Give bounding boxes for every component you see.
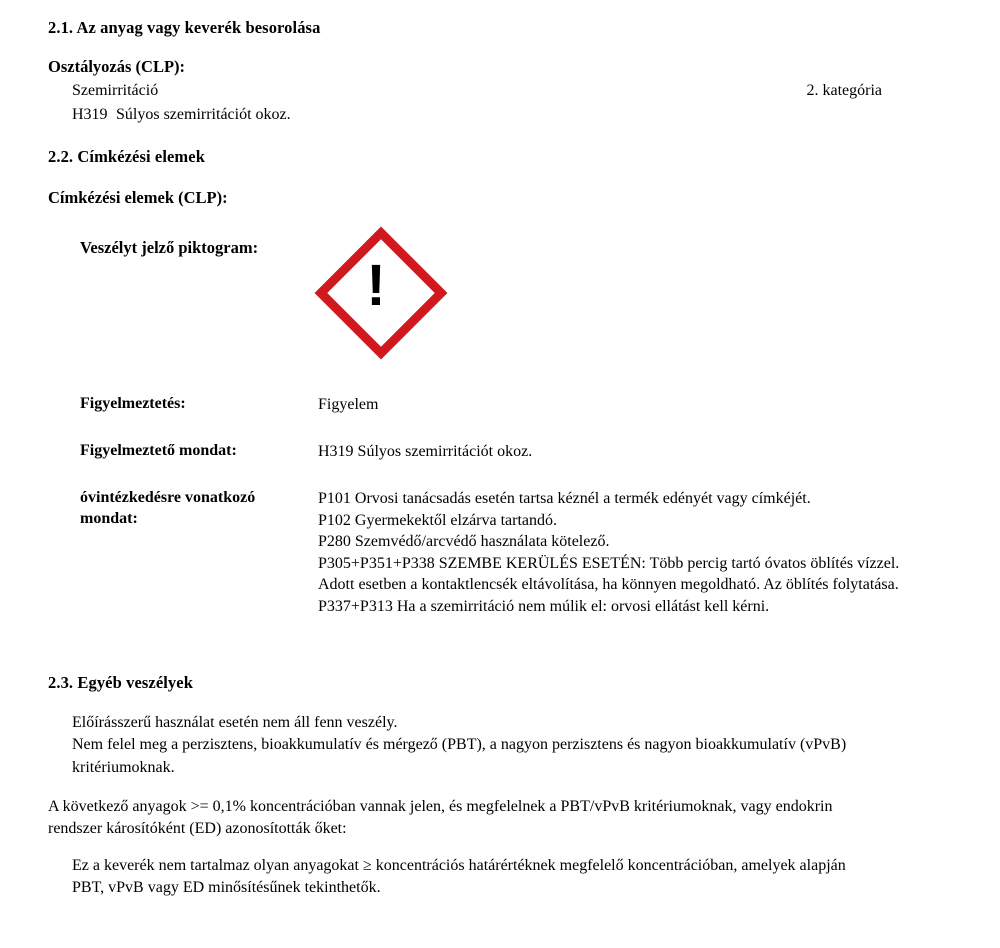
other-hazards-paragraph-2 bbox=[48, 796, 968, 841]
precautionary-statement-item: P337+P313 Ha a szemirritáció nem múlik el: orvosi ellátást kell kérni. bbox=[318, 597, 770, 615]
section-2-2-heading: 2.2. Címkézési elemek bbox=[48, 147, 205, 166]
paragraph-line: PBT, vPvB vagy ED minősítésűnek tekinthetők. bbox=[72, 879, 381, 897]
other-hazards-paragraph-3 bbox=[72, 855, 972, 900]
hazard-class-name: Szemirritáció bbox=[72, 82, 159, 99]
pictogram-exclamation-glyph: ! bbox=[366, 253, 386, 318]
hazard-category: 2. kategória bbox=[806, 82, 882, 99]
precautionary-label-line-2: mondat: bbox=[80, 509, 138, 527]
paragraph-line: Ez a keverék nem tartalmaz olyan anyagokat ≥ koncentrációs határértéknek megfelelő koncentrációban, amelyek alapján bbox=[72, 857, 846, 874]
classification-row bbox=[72, 80, 882, 102]
paragraph-line: rendszer károsítóként (ED) azonosították őket: bbox=[48, 820, 347, 838]
precautionary-label-line-1: óvintézkedésre vonatkozó bbox=[80, 489, 256, 506]
precautionary-statement-item: P305+P351+P338 SZEMBE KERÜLÉS ESETÉN: Több percig tartó óvatos öblítés vízzel. bbox=[318, 554, 900, 572]
hazard-statement-2-1 bbox=[72, 104, 291, 126]
paragraph-line: Előírásszerű használat esetén nem áll fenn veszély. bbox=[72, 714, 398, 731]
hazard-statement-value: H319 Súlyos szemirritációt okoz. bbox=[318, 443, 533, 460]
ghs07-exclamation-mark-icon bbox=[320, 232, 432, 344]
section-2-3-heading: 2.3. Egyéb veszélyek bbox=[48, 673, 193, 692]
label-elements-clp-label: Címkézési elemek (CLP): bbox=[48, 188, 228, 207]
precautionary-statement-item: Adott esetben a kontaktlencsék eltávolítása, ha könnyen megoldható. Az öblítés folytatása. bbox=[318, 576, 899, 594]
precautionary-statement-list bbox=[318, 488, 958, 618]
signal-word-label: Figyelmeztetés: bbox=[80, 395, 186, 412]
hazard-code: H319 bbox=[72, 106, 108, 123]
precautionary-statement-item: P102 Gyermekektől elzárva tartandó. bbox=[318, 511, 558, 529]
paragraph-line: A következő anyagok >= 0,1% koncentrációban vannak jelen, és megfelelnek a PBT/vPvB kritériumoknak, vagy endokrin bbox=[48, 798, 833, 815]
hazard-statement-label: Figyelmeztető mondat: bbox=[80, 442, 237, 459]
precautionary-statement-item: P280 Szemvédő/arcvédő használata kötelező. bbox=[318, 533, 610, 551]
hazard-code-text: Súlyos szemirritációt okoz. bbox=[116, 106, 291, 123]
signal-word-value: Figyelem bbox=[318, 396, 379, 413]
precautionary-statement-label bbox=[80, 488, 305, 530]
classification-clp-label: Osztályozás (CLP): bbox=[48, 57, 186, 76]
paragraph-line: kritériumoknak. bbox=[72, 758, 175, 776]
pictogram-label: Veszélyt jelző piktogram: bbox=[80, 238, 259, 257]
other-hazards-paragraph-1 bbox=[72, 712, 972, 779]
precautionary-statement-item: P101 Orvosi tanácsadás esetén tartsa kéznél a termék edényét vagy címkéjét. bbox=[318, 490, 811, 507]
paragraph-line: Nem felel meg a perzisztens, bioakkumulatív és mérgező (PBT), a nagyon perzisztens és nagyon bioakkumulatív (vPvB) bbox=[72, 736, 847, 754]
section-2-1-heading: 2.1. Az anyag vagy keverék besorolása bbox=[48, 18, 321, 37]
